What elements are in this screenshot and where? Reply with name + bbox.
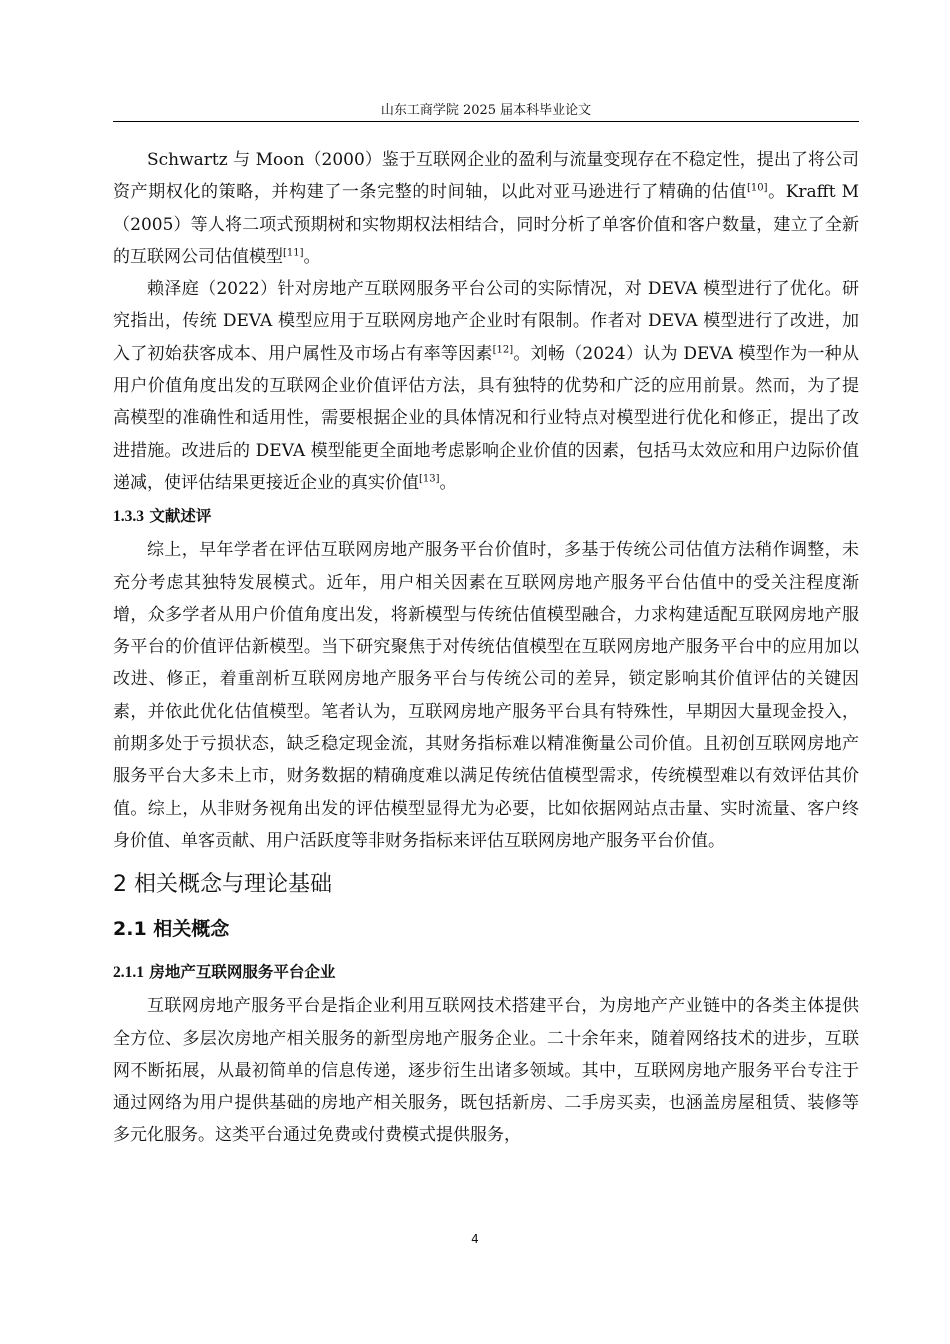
page-body [113,144,859,1152]
section-heading-2-1-1 [113,955,859,990]
section-title: 文献述评 [149,507,212,526]
paragraph-platform-definition: 互联网房地产服务平台是指企业利用互联网技术搭建平台，为房地产产业链中的各类主体提供全方位、多层次房地产相关服务的新型房地产服务企业。二十余年来，随着网络技术的进步，互联网不断拓展，从最初简单的信息传递，逐步衍生出诸多领域。其中，互联网房地产服务平台专注于通过网络为用户提供基础的房地产相关服务，既包括新房、二手房买卖，也涵盖房屋租赁、装修等多元化服务。这类平台通过免费或付费模式提供服务， [113,996,859,1146]
section-number: 1.3.3 [113,508,144,526]
citation-ref: [11] [283,247,304,259]
paragraph-schwartz-moon [113,144,859,273]
paragraph-literature-review: 综上，早年学者在评估互联网房地产服务平台价值时，多基于传统公司估值方法稍作调整，未充分考虑其独特发展模式。近年，用户相关因素在互联网房地产服务平台估值中的受关注程度渐增，众多学者从用户价值角度出发，将新模型与传统估值模型融合，力求构建适配互联网房地产服务平台的价值评估新模型。当下研究聚焦于对传统估值模型在互联网房地产服务平台中的应用加以改进、修正，着重剖析互联网房地产服务平台与传统公司的差异，锁定影响其价值评估的关键因素，并依此优化估值模型。笔者认为，互联网房地产服务平台具有特殊性，早期因大量现金投入，前期多处于亏损状态，缺乏稳定现金流，其财务指标难以精准衡量公司价值。且初创互联网房地产服务平台大多未上市，财务数据的精确度难以满足传统估值模型需求，传统模型难以有效评估其价值。综上，从非财务视角出发的评估模型显得尤为必要，比如依据网站点击量、实时流量、客户终身价值、单客贡献、用户活跃度等非财务指标来评估互联网房地产服务平台价值。 [113,540,859,851]
section-heading-1-3-3 [113,499,859,534]
citation-ref: [10] [746,182,768,194]
text-run: 赖泽庭（2022）针对房地产互联网服务平台公司的实际情况，对 DEVA 模型进行了优化。研究指出，传统 DEVA 模型应用于互联网房地产企业时有限制。作者对 DEVA 模型进行了改进，加入了初始获客成本、用户属性及市场占有率等因素 [113,279,859,364]
citation-ref: [13] [419,473,440,485]
text-run: 。 [439,472,457,493]
text-run: 。 [303,246,321,267]
running-header: 山东工商学院 2025 届本科毕业论文 [380,103,592,118]
text-run: Schwartz 与 Moon（2000）鉴于互联网企业的盈利与流量变现存在不稳定性，提出了将公司资产期权化的策略，并构建了一条完整的时间轴，以此对亚马逊进行了精确的估值 [113,150,859,203]
paragraph-deva-model [113,273,859,499]
text-run: 。Krafft M（2005）等人将二项式预期树和实物期权法相结合，同时分析了单客价值和客户数量，建立了全新的互联网公司估值模型 [113,182,859,267]
header-rule [113,121,859,122]
chapter-heading-2: 2 相关概念与理论基础 [113,872,332,898]
citation-ref: [12] [492,344,514,356]
section-title: 房地产互联网服务平台企业 [149,963,336,982]
page-number: 4 [471,1232,479,1246]
section-heading-2-1: 2.1 相关概念 [113,918,230,941]
section-number: 2.1.1 [113,964,144,982]
text-run: 。刘畅（2024）认为 DEVA 模型作为一种从用户价值角度出发的互联网企业价值评估方法，具有独特的优势和广泛的应用前景。然而，为了提高模型的准确性和适用性，需要根据企业的具体情况和行业特点对模型进行优化和修正，提出了改进措施。改进后的 DEVA 模型能更全面地考虑影响企业价值的因素，包括马太效应和用户边际价值递减，使评估结果更接近企业的真实价值 [113,343,860,493]
